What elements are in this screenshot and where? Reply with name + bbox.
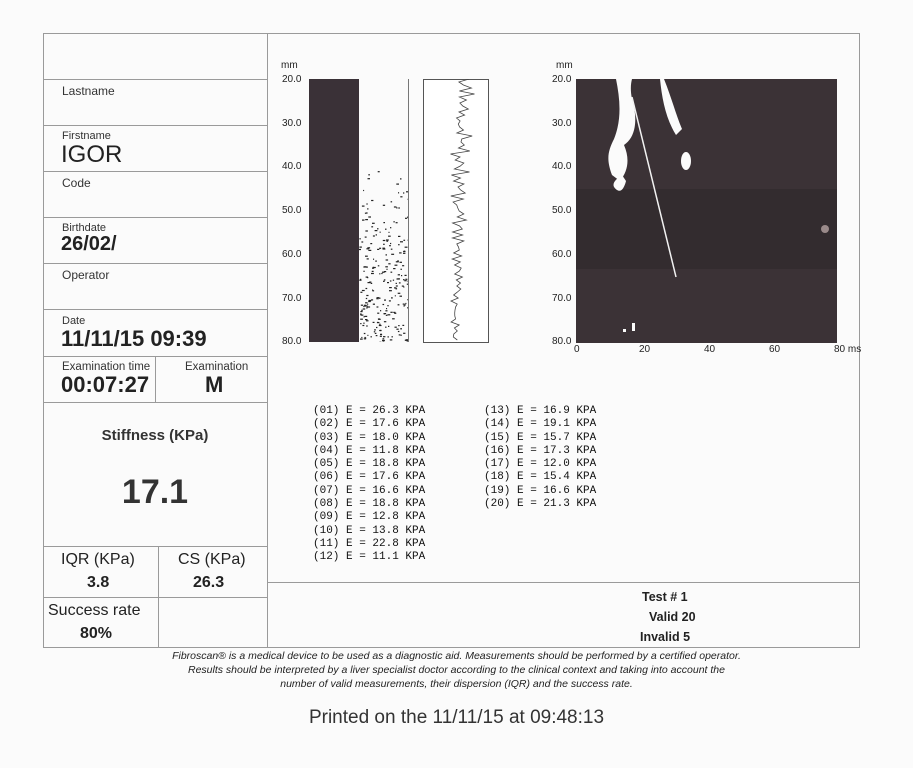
cs-label: CS (KPa) (178, 551, 246, 568)
cs-value: 26.3 (193, 574, 225, 591)
measurement-item: (14) E = 19.1 KPA (484, 418, 597, 431)
exam-time-label: Examination time (62, 361, 151, 373)
iqr-value: 3.8 (87, 574, 110, 591)
measurement-item: (08) E = 18.8 KPA (313, 498, 426, 511)
measurement-item: (11) E = 22.8 KPA (313, 537, 426, 550)
success-rate-label: Success rate (48, 602, 141, 619)
measurement-item: (02) E = 17.6 KPA (313, 418, 426, 431)
measurement-item: (20) E = 21.3 KPA (484, 498, 597, 511)
measurements-list-col1 (313, 405, 425, 565)
measurement-item: (03) E = 18.0 KPA (313, 431, 426, 444)
success-rate-value: 80% (80, 625, 113, 642)
measurement-item: (09) E = 12.8 KPA (313, 511, 426, 524)
y-tick-label: 20.0 (282, 74, 302, 85)
y-tick-label: 50.0 (282, 205, 302, 217)
x-tick-label: 0 (574, 344, 580, 355)
y-tick-label: 30.0 (282, 117, 302, 129)
test-number: Test # 1 (642, 590, 688, 604)
operator-label: Operator (62, 268, 110, 282)
exam-value: M (205, 372, 224, 397)
firstname-label: Firstname (62, 130, 111, 142)
date-value: 11/11/15 09:39 (61, 326, 207, 351)
exam-label: Examination (185, 361, 249, 373)
measurement-item: (16) E = 17.3 KPA (484, 444, 597, 457)
x-tick-label: 60 (769, 344, 781, 355)
exam-time-value: 00:07:27 (61, 372, 150, 397)
date-label: Date (62, 315, 86, 327)
firstname-value: IGOR (61, 141, 123, 168)
measurement-item: (04) E = 11.8 KPA (313, 444, 426, 457)
y-tick-label: 30.0 (552, 117, 572, 129)
disclaimer-line-3: number of valid measurements, their dispersion (IQR) and the success rate. (280, 678, 633, 690)
valid-count: Valid 20 (649, 610, 696, 624)
code-label: Code (62, 176, 91, 190)
stiffness-value: 17.1 (121, 473, 189, 511)
y-tick-label: 40.0 (552, 161, 572, 173)
y-tick-label: 60.0 (282, 248, 302, 260)
elastogram-image (576, 79, 837, 343)
y-tick-label: 70.0 (552, 292, 572, 304)
measurement-item: (01) E = 26.3 KPA (313, 405, 426, 417)
x-tick-label: 20 (639, 344, 651, 355)
measurement-item: (06) E = 17.6 KPA (313, 471, 426, 484)
birthdate-label: Birthdate (62, 222, 107, 234)
disclaimer-line-1: Fibroscan® is a medical device to be used as a diagnostic aid. Measurements should be performed by a certified operator. (172, 650, 741, 662)
measurement-item: (19) E = 16.6 KPA (484, 484, 597, 497)
lastname-label: Lastname (62, 84, 115, 98)
measurement-item: (17) E = 12.0 KPA (484, 458, 597, 471)
measurements-list-col2 (484, 405, 596, 511)
measurement-item: (05) E = 18.8 KPA (313, 458, 426, 471)
left-plot-unit: mm (281, 60, 298, 71)
right-plot-unit: mm (556, 60, 573, 71)
y-tick-label: 20.0 (552, 74, 572, 85)
y-tick-label: 80.0 (552, 336, 572, 348)
measurement-item: (15) E = 15.7 KPA (484, 431, 597, 444)
y-tick-label: 40.0 (282, 161, 302, 173)
measurement-item: (07) E = 16.6 KPA (313, 484, 426, 497)
m-mode-speckle (359, 79, 409, 342)
x-tick-label: 40 (704, 344, 716, 355)
disclaimer-line-2: Results should be interpreted by a liver specialist doctor according to the clinical context and taking into account the (188, 664, 725, 676)
measurement-item: (12) E = 11.1 KPA (313, 551, 426, 564)
x-tick-label: 80 ms (834, 344, 862, 355)
printed-timestamp: Printed on the 11/11/15 at 09:48:13 (308, 707, 605, 728)
m-mode-dark-band (309, 79, 359, 342)
measurement-item: (13) E = 16.9 KPA (484, 405, 597, 417)
stiffness-label: Stiffness (KPa) (101, 427, 209, 444)
iqr-label: IQR (KPa) (61, 551, 135, 568)
y-tick-label: 50.0 (552, 205, 572, 217)
y-tick-label: 60.0 (552, 248, 572, 260)
y-tick-label: 80.0 (282, 336, 302, 348)
left-column-divider (267, 33, 268, 648)
measurement-item: (18) E = 15.4 KPA (484, 471, 597, 484)
measurement-item: (10) E = 13.8 KPA (313, 524, 426, 537)
invalid-count: Invalid 5 (640, 630, 691, 644)
y-tick-label: 70.0 (282, 292, 302, 304)
signal-trace-plot (423, 79, 489, 343)
birthdate-value: 26/02/ (61, 233, 117, 255)
